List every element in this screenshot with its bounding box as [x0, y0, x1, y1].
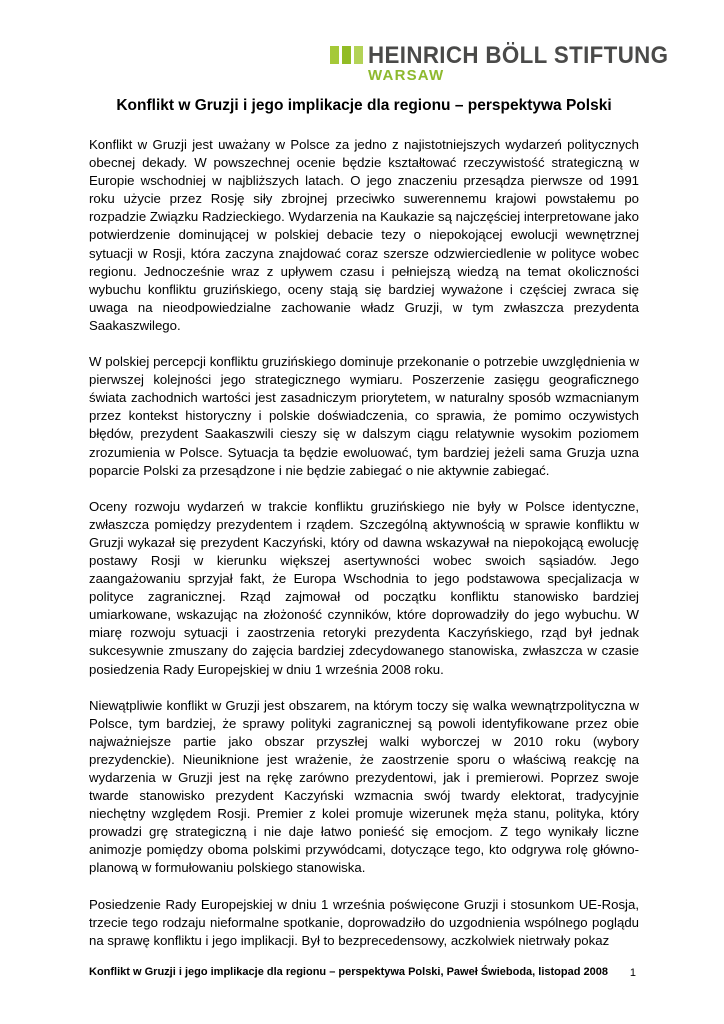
page-number: 1 — [629, 967, 636, 979]
document-title: Konflikt w Gruzji i jego implikacje dla regionu – perspektywa Polski — [116, 97, 612, 114]
logo-name: HEINRICH BÖLL STIFTUNG — [368, 42, 669, 69]
paragraph: W polskiej percepcji konfliktu gruzińskiego dominuje przekonanie o potrzebie uwzględnienia w pierwszej kolejności jego strategicznego wymiaru. Poszerzenie zasięgu geograficznego świata zachodnich wartości jest zasadniczym priorytetem, w naturalny sposób wzmacnianym przez kontekst historyczny i polskie doświadczenia, co sprawia, że pomimo oczywistych błędów, prezydent Saakaszwili cieszy się w dalszym ciągu relatywnie wysokim poziomem zrozumienia w Polsce. Sytuacja ta będzie ewoluować, tym bardziej jeżeli sama Gruzja uzna poparcie Polski za przesądzone i nie będzie zabiegać o nie aktywnie zabiegać. — [89, 354, 639, 478]
foundation-logo — [330, 42, 669, 86]
logo-city: WARSAW — [368, 67, 445, 84]
paragraph: Posiedzenie Rady Europejskiej w dniu 1 września poświęcone Gruzji i stosunkom UE-Rosja, trzecie tego rodzaju nieformalne spotkanie, doprowadziło do uzgodnienia wspólnego poglądu na sprawę konfliktu i jego implikacji. Był to bezprecedensowy, aczkolwiek nietrwały pokaz — [89, 896, 639, 948]
document-body — [89, 136, 639, 968]
paragraph: Niewątpliwie konflikt w Gruzji jest obszarem, na którym toczy się walka wewnątrzpolityczna w Polsce, tym bardziej, że sprawy polityki zagranicznej są powoli identyfikowane przez obie najważniejsze partie jako obszar przyszłej walki wyborczej w 2010 roku (wybory prezydenckie). Nieuniknione jest wrażenie, że zaostrzenie sporu o właściwą reakcję na wydarzenia w Gruzji jest na rękę zarówno prezydentowi, jak i premierowi. Poprzez swoje twarde stanowisko prezydent Kaczyński wzmacnia swój twardy elektorat, tradycyjnie niechętny względem Rosji. Premier z kolei promuje wizerunek męża stanu, polityka, który prowadzi grę strategiczną i nie daje łatwo ponieść się emocjom. Z tego wynikały liczne animozje pomiędzy oboma polskimi przywódcami, dotyczące tego, kto odgrywa rolę główno-planową w formułowaniu polskiego stanowiska. — [89, 697, 639, 876]
page-footer: Konflikt w Gruzji i jego implikacje dla regionu – perspektywa Polski, Paweł Świeboda, listopad 2008 — [89, 966, 608, 978]
paragraph: Oceny rozwoju wydarzeń w trakcie konfliktu gruzińskiego nie były w Polsce identyczne, zwłaszcza pomiędzy prezydentem i rządem. Szczególną aktywnością w sprawie konfliktu w Gruzji wykazał się prezydent Kaczyński, który od dawna wskazywał na niepokojącą ewolucję postawy Rosji w kierunku większej asertywności wobec swoich sąsiadów. Jego zaangażowaniu sprzyjał fakt, że Europa Wschodnia to jego podstawowa specjalizacja w polityce zagranicznej. Rząd zajmował od początku konfliktu stanowisko bardziej umiarkowane, wskazując na złożoność czynników, które doprowadziły do jego wybuchu. W miarę rozwoju sytuacji i zaostrzenia retoryki prezydenta Kaczyńskiego, rząd był jednak sukcesywnie zmuszany do zajęcia bardziej zdecydowanego stanowiska, zwłaszcza w czasie posiedzenia Rady Europejskiej w dniu 1 września 2008 roku. — [89, 498, 639, 677]
logo-mark-icon — [330, 46, 363, 64]
paragraph: Konflikt w Gruzji jest uważany w Polsce za jedno z najistotniejszych wydarzeń politycznych obecnej dekady. W powszechnej ocenie będzie kształtować rzeczywistość strategiczną w Europie wschodniej w najbliższych latach. O jego znaczeniu przesądza pierwsze od 1991 roku użycie przez Rosję siły zbrojnej przeciwko suwerennemu krajowi powstałemu po rozpadzie Związku Radzieckiego. Wydarzenia na Kaukazie są najczęściej interpretowane jako potwierdzenie dominującej w polskiej debacie tezy o niepokojącej ewolucji wewnętrznej sytuacji w Rosji, która zaczyna znajdować coraz szersze odzwierciedlenie w polityce wobec regionu. Jednocześnie wraz z upływem czasu i pełniejszą wiedzą na temat okoliczności wybuchu konfliktu gruzińskiego, oceny stają się bardziej wyważone i częściej zwraca się uwaga na nieodpowiedzialne zachowanie władz Gruzji, w tym zwłaszcza prezydenta Saakaszwilego. — [89, 137, 639, 333]
